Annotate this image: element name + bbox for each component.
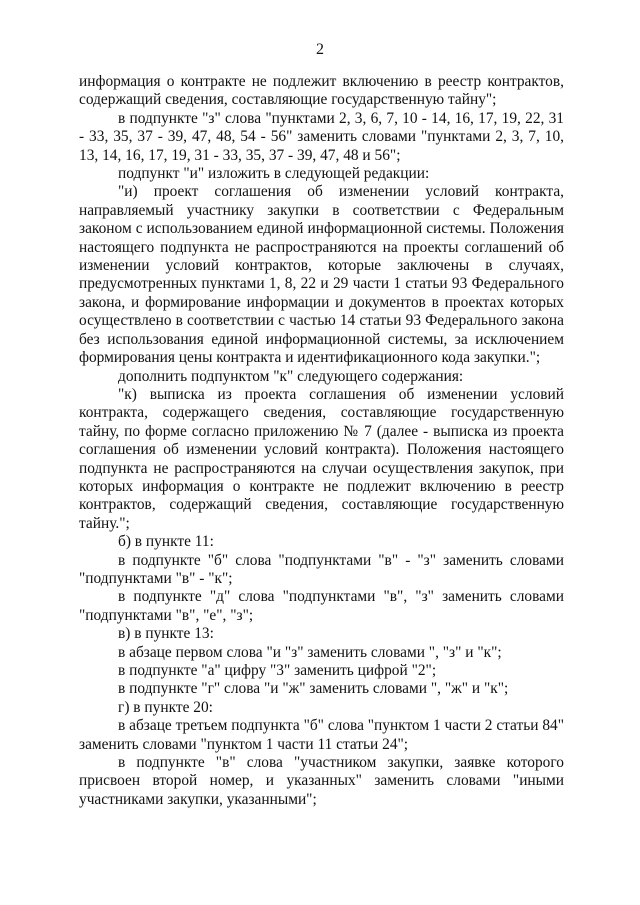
paragraph: дополнить подпунктом "к" следующего содержания:	[118, 367, 464, 385]
paragraph: в подпункте "в" слова "участником закупки, заявке которого присвоен второй номер, и указанных" заменить словами "иными участниками закупки, указанными";	[79, 754, 564, 808]
page-number: 2	[316, 41, 324, 58]
document-body	[79, 73, 564, 809]
paragraph: в абзаце третьем подпункта "б" слова "пунктом 1 части 2 статьи 84" заменить словами "пунктом 1 части 11 статьи 24";	[79, 717, 564, 753]
paragraph: в подпункте "а" цифру "3" заменить цифрой "2";	[118, 662, 437, 679]
paragraph: в подпункте "б" слова "подпунктами "в" - "з" заменить словами "подпунктами "в" - "к";	[79, 551, 564, 587]
paragraph: "и) проект соглашения об изменении условий контракта, направляемый участнику закупки в соответствии с Федеральным законом с использованием единой информационной системы. Положения настоящего подпункта не распространяются на проекты соглашений об изменении условий контрактов, которые заключены в случаях, предусмотренных пунктами 1, 8, 22 и 29 части 1 статьи 93 Федерального закона, и формирование информации и документов в проектах которых осуществлено в соответствии с частью 14 статьи 93 Федерального закона без использования единой информационной системы, за исключением формирования цены контракта и идентификационного кода закупки.";	[79, 183, 564, 367]
paragraph: б) в пункте 11:	[118, 533, 214, 551]
paragraph: "к) выписка из проекта соглашения об изменении условий контракта, содержащего сведения, составляющие государственную тайну, по форме согласно приложению № 7 (далее - выписка из проекта соглашения об изменении условий контракта). Положения настоящего подпункта не распространяются на случаи осуществления закупок, при которых информация о контракте не подлежит включению в реестр контрактов, содержащий сведения, составляющие государственную тайну.";	[79, 385, 564, 532]
paragraph: в) в пункте 13:	[118, 625, 214, 643]
paragraph: г) в пункте 20:	[118, 698, 213, 716]
paragraph: в абзаце первом слова "и "з" заменить словами ", "з" и "к";	[118, 643, 502, 661]
paragraph: в подпункте "г" слова "и "ж" заменить словами ", "ж" и "к";	[118, 680, 509, 698]
paragraph: информация о контракте не подлежит включению в реестр контрактов, содержащий сведения, составляющие государственную тайну";	[79, 73, 564, 109]
paragraph: в подпункте "д" слова "подпунктами "в", "з" заменить словами "подпунктами "в", "е", "з";	[79, 588, 564, 624]
paragraph: подпункт "и" изложить в следующей редакции:	[118, 165, 430, 183]
paragraph: в подпункте "з" слова "пунктами 2, 3, 6, 7, 10 - 14, 16, 17, 19, 22, 31 - 33, 35, 37 - 39, 47, 48, 54 - 56" заменить словами "пунктами 2, 3, 7, 10, 13, 14, 16, 17, 19, 31 - 33, 35, 37 - 39, 47, 48 и 56";	[79, 109, 564, 164]
